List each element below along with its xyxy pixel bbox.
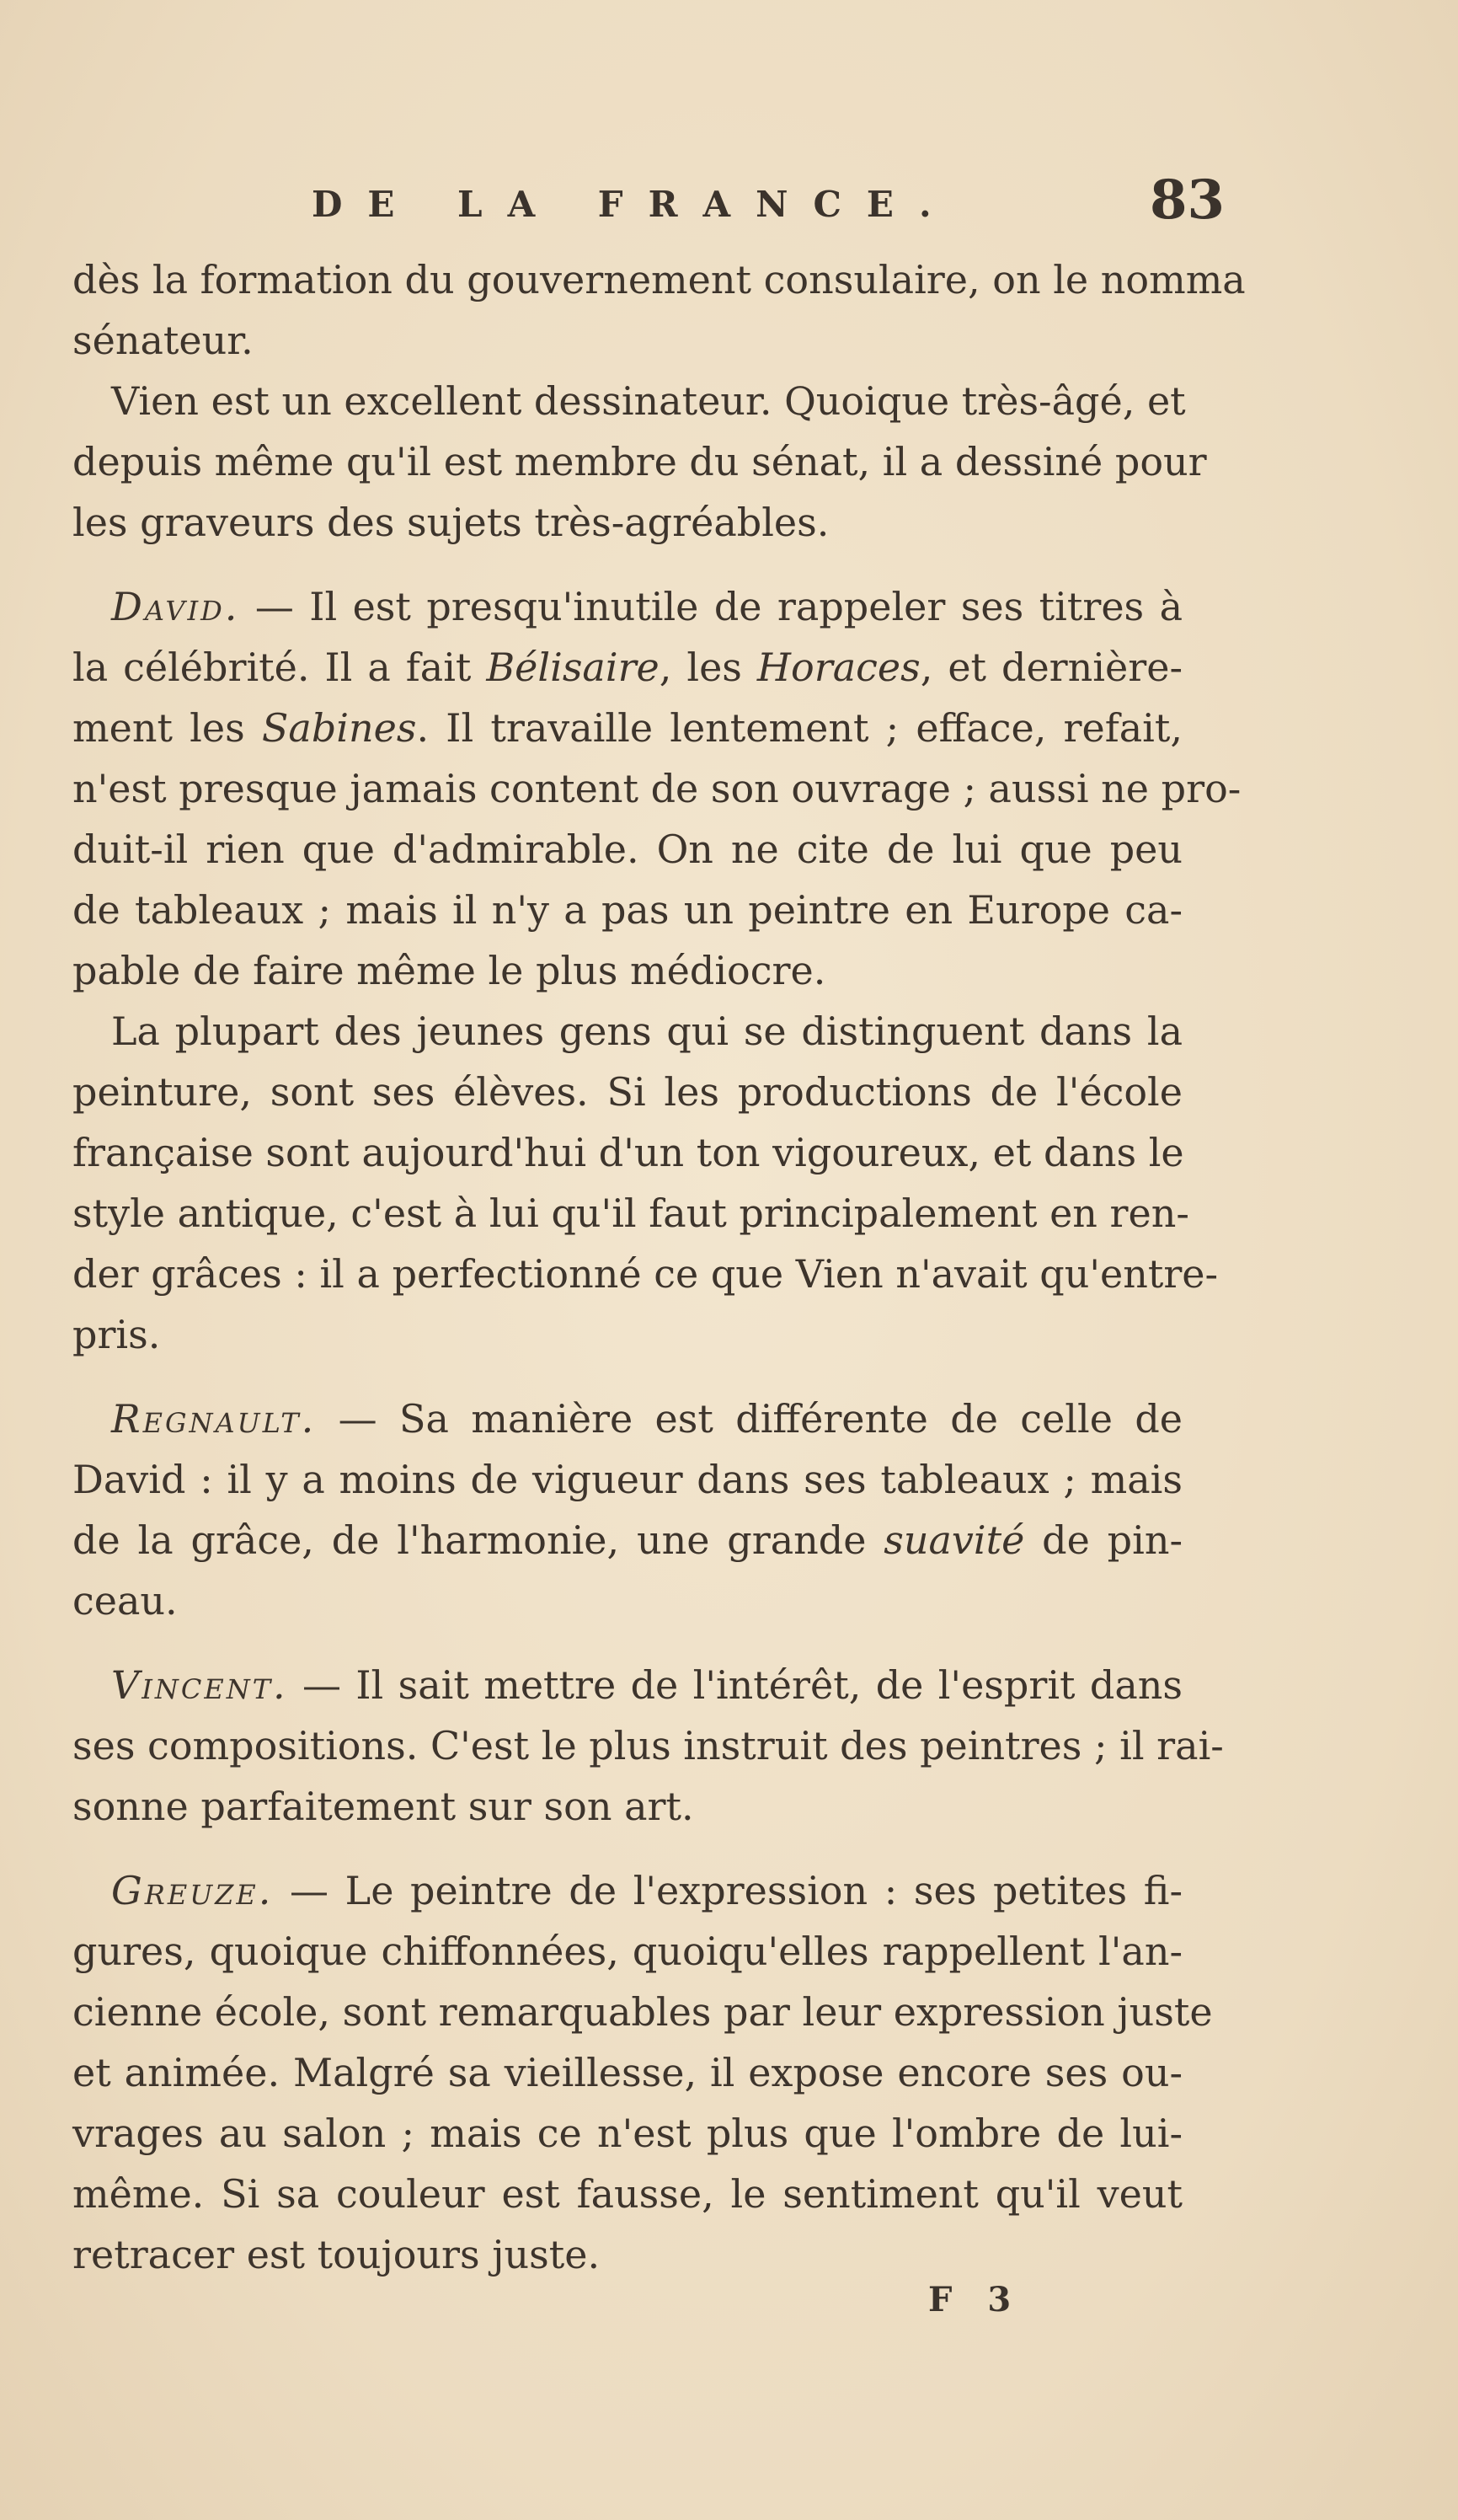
text-line: les graveurs des sujets très-agréables. bbox=[72, 500, 830, 545]
text-line: vrages au salon ; mais ce n'est plus que l'ombre de lui- bbox=[72, 2111, 1183, 2156]
artwork-title: Sabines bbox=[261, 705, 417, 751]
text-line: style antique, c'est à lui qu'il faut principalement en ren- bbox=[72, 1190, 1189, 1236]
text-line: n'est presque jamais content de son ouvrage ; aussi ne pro- bbox=[72, 766, 1242, 811]
text-line: la célébrité. Il a fait Bélisaire, les Horaces, et dernière- bbox=[72, 645, 1183, 690]
text-line: gures, quoique chiffonnées, quoiqu'elles rappellent l'an- bbox=[72, 1929, 1183, 1974]
painter-name-vincent: Vincent. bbox=[111, 1662, 288, 1708]
text-line: Greuze. — Le peintre de l'expression : ses petites fi- bbox=[111, 1868, 1183, 1913]
text-line: ses compositions. C'est le plus instruit des peintres ; il rai- bbox=[72, 1723, 1224, 1768]
signature-mark: F 3 bbox=[928, 2280, 1023, 2319]
text-line: même. Si sa couleur est fausse, le sentiment qu'il veut bbox=[72, 2171, 1183, 2217]
text-line: de tableaux ; mais il n'y a pas un peintre en Europe ca- bbox=[72, 887, 1183, 933]
text-line: ceau. bbox=[72, 1578, 178, 1624]
artwork-title: Horaces bbox=[756, 645, 921, 690]
text-line: David. — Il est presqu'inutile de rappeler ses titres à bbox=[111, 584, 1183, 629]
text-line: La plupart des jeunes gens qui se distinguent dans la bbox=[111, 1009, 1183, 1054]
text-line: David : il y a moins de vigueur dans ses tableaux ; mais bbox=[72, 1457, 1183, 1502]
artwork-title: Bélisaire bbox=[486, 645, 660, 690]
text-line: et animée. Malgré sa vieillesse, il expose encore ses ou- bbox=[72, 2050, 1183, 2095]
text-line: française sont aujourd'hui d'un ton vigoureux, et dans le bbox=[72, 1130, 1184, 1175]
page-header bbox=[0, 169, 1458, 244]
text-line: Regnault. — Sa manière est différente de celle de bbox=[111, 1396, 1183, 1442]
page-number: 83 bbox=[1150, 169, 1226, 232]
running-head: DE LA FRANCE. bbox=[312, 184, 957, 225]
emphasis-word: suavité bbox=[884, 1517, 1025, 1563]
painter-name-david: David. bbox=[111, 584, 240, 629]
text-line: depuis même qu'il est membre du sénat, il a dessiné pour bbox=[72, 439, 1207, 484]
text-line: Vincent. — Il sait mettre de l'intérêt, de l'esprit dans bbox=[111, 1662, 1183, 1708]
text-line: cienne école, sont remarquables par leur expression juste bbox=[72, 1989, 1213, 2035]
text-line: sénateur. bbox=[72, 318, 254, 363]
text-line: pris. bbox=[72, 1312, 161, 1357]
painter-name-regnault: Regnault. bbox=[111, 1396, 317, 1442]
text-line: ment les Sabines. Il travaille lentement ; efface, refait, bbox=[72, 705, 1183, 751]
text-line: sonne parfaitement sur son art. bbox=[72, 1784, 694, 1829]
text-line: duit-il rien que d'admirable. On ne cite de lui que peu bbox=[72, 827, 1183, 872]
text-line: der grâces : il a perfectionné ce que Vien n'avait qu'entre- bbox=[72, 1251, 1219, 1297]
body-text bbox=[72, 249, 1246, 2285]
text-line: dès la formation du gouvernement consulaire, on le nomma bbox=[72, 257, 1246, 302]
text-line: de la grâce, de l'harmonie, une grande suavité de pin- bbox=[72, 1517, 1183, 1563]
text-line: pable de faire même le plus médiocre. bbox=[72, 948, 826, 993]
painter-name-greuze: Greuze. bbox=[111, 1868, 274, 1913]
text-line: peinture, sont ses élèves. Si les productions de l'école bbox=[72, 1069, 1183, 1115]
text-line: retracer est toujours juste. bbox=[72, 2232, 601, 2277]
text-line: Vien est un excellent dessinateur. Quoique très-âgé, et bbox=[111, 378, 1186, 424]
